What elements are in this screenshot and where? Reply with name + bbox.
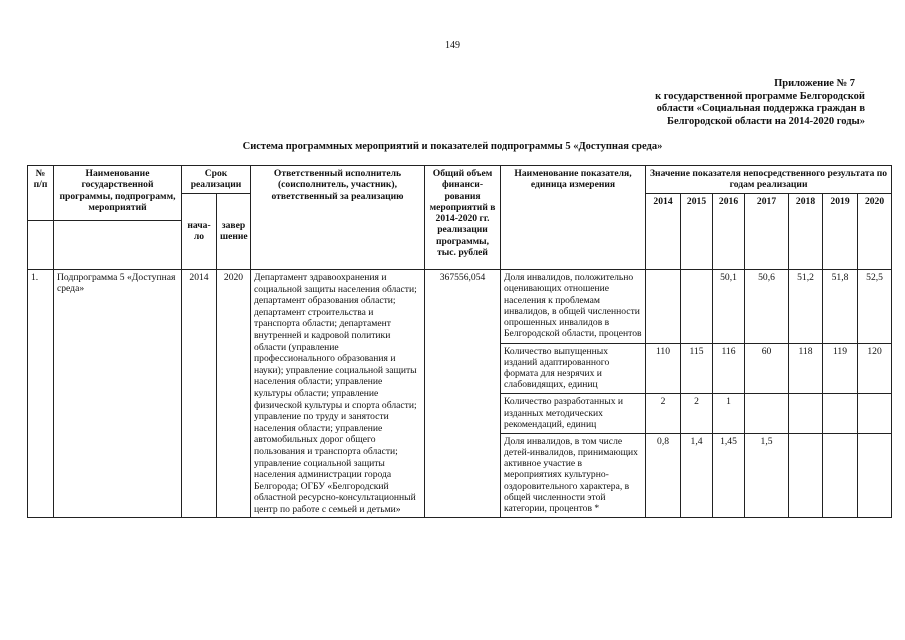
row-funding: 367556,054 <box>425 270 501 518</box>
indicator-value: 110 <box>646 343 681 394</box>
indicator-value: 0,8 <box>646 433 681 518</box>
indicator-name: Количество разработанных и изданных методических рекомендаций, единиц <box>501 394 646 433</box>
header-term-end: завер шение <box>217 193 251 269</box>
indicator-value: 1,45 <box>713 433 745 518</box>
header-term-start: нача-ло <box>182 193 217 269</box>
indicator-name: Количество выпущенных изданий адаптированного формата для незрячих и слабовидящих, единиц <box>501 343 646 394</box>
indicator-value <box>789 433 823 518</box>
header-spacer <box>54 221 182 270</box>
indicator-value <box>858 394 892 433</box>
header-executor: Ответственный исполнитель (соисполнитель, участник), ответственный за реализацию <box>251 166 425 270</box>
indicator-value: 2 <box>681 394 713 433</box>
header-name: Наименование государственной программы, подпрограмм, мероприятий <box>54 166 182 221</box>
header-year: 2017 <box>745 193 789 269</box>
indicator-value <box>823 394 858 433</box>
header-term: Срок реализации <box>182 166 251 194</box>
header-num: № п/п <box>28 166 54 221</box>
indicator-value: 1,5 <box>745 433 789 518</box>
indicator-value <box>789 394 823 433</box>
header-year: 2015 <box>681 193 713 269</box>
indicator-value: 50,1 <box>713 270 745 344</box>
row-executor: Департамент здравоохранения и социальной защиты населения области; департамент образования области; департамент строительства и транспорта области; департамент внутренней и кадровой политики области (управление профессионального образования и науки); управление социальной защиты населения области; управление культуры области; управление физической культуры и спорта области; управление по труду и занятости населения области; управление автомобильных дорог общего пользования и транспорта области; управление социальной защиты населения администрации города Белгорода; ОГБУ «Белгородский областной ресурсно-консультационный центр по работе с семьей и детьми» <box>251 270 425 518</box>
indicator-value: 52,5 <box>858 270 892 344</box>
indicator-value <box>858 433 892 518</box>
appendix-note <box>635 78 865 128</box>
appendix-line-2: области «Социальная поддержка граждан в <box>656 103 865 114</box>
header-indicator: Наименование показателя, единица измерения <box>501 166 646 270</box>
indicator-value: 60 <box>745 343 789 394</box>
indicator-value: 120 <box>858 343 892 394</box>
header-spacer <box>28 221 54 270</box>
row-end-year: 2020 <box>217 270 251 518</box>
indicator-value <box>681 270 713 344</box>
header-values: Значение показателя непосредственного результата по годам реализации <box>646 166 892 194</box>
indicator-value: 50,6 <box>745 270 789 344</box>
indicator-value <box>646 270 681 344</box>
indicator-value <box>823 433 858 518</box>
header-year: 2019 <box>823 193 858 269</box>
indicator-value: 118 <box>789 343 823 394</box>
page-number: 149 <box>445 40 460 51</box>
indicator-value: 1 <box>713 394 745 433</box>
indicator-value: 2 <box>646 394 681 433</box>
indicator-value: 1,4 <box>681 433 713 518</box>
indicator-name: Доля инвалидов, в том числе детей-инвалидов, принимающих активное участие в мероприятиях культурно-оздоровительного характера, в общей численности этой категории, процентов * <box>501 433 646 518</box>
header-year: 2020 <box>858 193 892 269</box>
appendix-line-3: Белгородской области на 2014-2020 годы» <box>667 115 865 127</box>
indicator-value: 119 <box>823 343 858 394</box>
appendix-title: Приложение № 7 <box>774 78 855 89</box>
header-year: 2014 <box>646 193 681 269</box>
program-table <box>27 165 892 518</box>
row-name: Подпрограмма 5 «Доступная среда» <box>54 270 182 518</box>
indicator-value: 51,8 <box>823 270 858 344</box>
table-row <box>28 270 892 344</box>
appendix-line-1: к государственной программе Белгородской <box>655 90 865 102</box>
document-title: Система программных мероприятий и показателей подпрограммы 5 «Доступная среда» <box>242 141 663 152</box>
row-start-year: 2014 <box>182 270 217 518</box>
row-number: 1. <box>28 270 54 518</box>
indicator-value <box>745 394 789 433</box>
indicator-value: 115 <box>681 343 713 394</box>
header-funding: Общий объем финанси-рования мероприятий в 2014-2020 гг. реализации программы, тыс. рублей <box>425 166 501 270</box>
header-year: 2016 <box>713 193 745 269</box>
header-year: 2018 <box>789 193 823 269</box>
indicator-value: 116 <box>713 343 745 394</box>
indicator-value: 51,2 <box>789 270 823 344</box>
indicator-name: Доля инвалидов, положительно оценивающих отношение населения к проблемам инвалидов, в общей численности опрошенных инвалидов в Белгородской области, процентов <box>501 270 646 344</box>
